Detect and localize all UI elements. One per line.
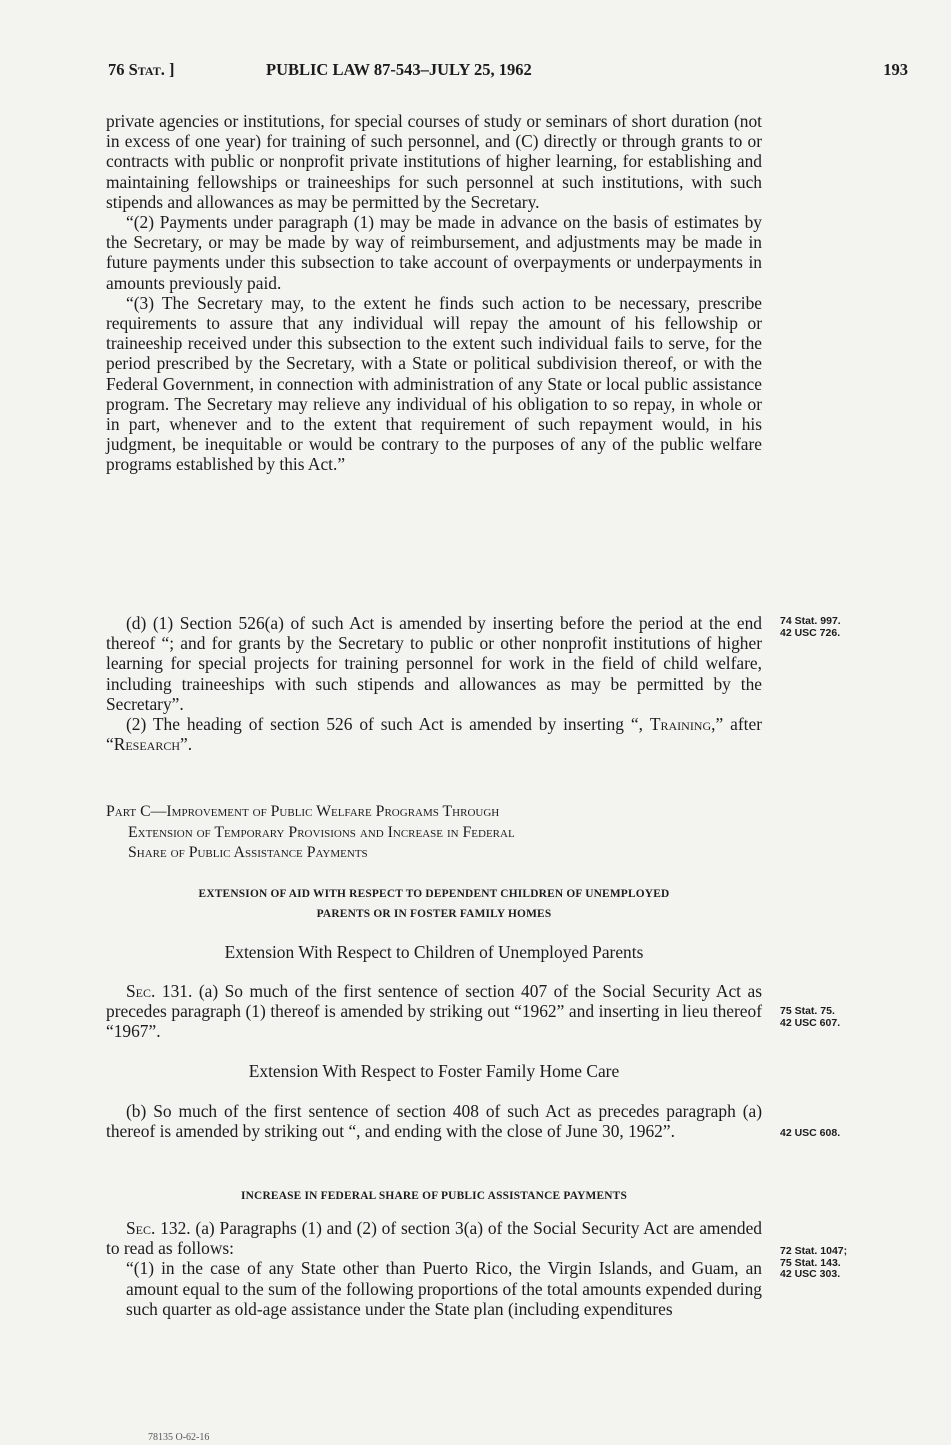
law-title: PUBLIC LAW 87-543–JULY 25, 1962 [266,60,532,79]
paragraph-repayment: “(3) The Secretary may, to the extent he finds such action to be necessary, prescribe requirements to assure that any individual will repay the amount of his fellowship or traineeship received under this subsection to the extent such individual fails to serve, for the period prescribed by the Secretary, with a State or political subdivision thereof, or with the Federal Government, in connection with administration of any State or local public assistance program. The Secretary may relieve any individual of his obligation to so repay, in whole or in part, whenever and to the extent that requirement of such repayment would, in his judgment, be inequitable or would be contrary to the purposes of any of the public welfare programs established by this Act.” [106,292,762,475]
paragraph-sec-131b: (b) So much of the first sentence of section 408 of such Act as precedes paragraph (a) thereof is amended by striking out “, and ending with the close of June 30, 1962”. [106,1101,762,1142]
paragraph-section-526-heading: (2) The heading of section 526 of such Act is amended by inserting “, Training,” after “Research”. [106,714,762,755]
paragraph-sec-132-item-1: “(1) in the case of any State other than Puerto Rico, the Virgin Islands, and Guam, an amount equal to the sum of the following proportions of the total amounts expended during such quarter as old-age assistance under the State plan (including expenditures [126,1258,762,1319]
margin-note-75-stat-75: 75 Stat. 75. 42 USC 607. [780,1005,841,1029]
heading-federal-share: INCREASE IN FEDERAL SHARE OF PUBLIC ASSISTANCE PAYMENTS [240,1190,628,1202]
page-number: 193 [883,60,908,79]
paragraph-training-continuation: private agencies or institutions, for special courses of study or seminars of short duration (not in excess of one year) for training of such personnel, and (C) directly or through grants to or contracts with public or nonprofit private institutions of higher learning, for establishing and maintaining fellowships or traineeships for such personnel at such institutions, with such stipends and allowances as may be permitted by the Secretary. [106,111,762,212]
text-block-sec-132 [106,1218,762,1319]
margin-note-74-stat-997: 74 Stat. 997. 42 USC 726. [780,615,841,639]
margin-note-72-stat-1047: 72 Stat. 1047; 75 Stat. 143. 42 USC 303. [780,1245,848,1280]
paragraph-sec-132a: Sec. 132. (a) Paragraphs (1) and (2) of section 3(a) of the Social Security Act are amended to read as follows: [106,1218,762,1259]
margin-note-42-usc-608: 42 USC 608. [780,1127,841,1139]
text-block-subsection-d [106,613,762,754]
text-block-subsection-c [106,111,762,475]
heading-foster-family-home-care: Extension With Respect to Foster Family Home Care [248,1061,620,1081]
paragraph-section-526a: (d) (1) Section 526(a) of such Act is amended by inserting before the period at the end thereof “; and for grants by the Secretary to public or other nonprofit institutions of higher learning for special projects for training personnel for work in the field of child welfare, including traineeships with such stipends and allowances as may be permitted by the Secretary”. [106,613,762,714]
part-c-heading: Part C—Improvement of Public Welfare Programs Through Extension of Temporary Provisions and Increase in Federal Share of Public Assistance Payments [106,803,515,861]
print-code-footer: 78135 O-62-16 [148,1432,210,1443]
running-header [108,60,908,86]
heading-unemployed-parents: Extension With Respect to Children of Unemployed Parents [224,942,644,962]
paragraph-sec-131a: Sec. 131. (a) So much of the first sentence of section 407 of the Social Security Act as precedes paragraph (1) thereof is amended by striking out “1962” and inserting in lieu thereof “1967”. [106,981,762,1042]
paragraph-payments: “(2) Payments under paragraph (1) may be made in advance on the basis of estimates by the Secretary, or may be made by way of reimbursement, and adjustments may be made in future payments under this subsection to take account of overpayments or underpayments in amounts previously paid. [106,212,762,293]
statute-reference: 76 Stat. ] [108,60,175,79]
text-block-sec-131a [106,981,762,1042]
heading-extension-of-aid: EXTENSION OF AID WITH RESPECT TO DEPENDENT CHILDREN OF UNEMPLOYED PARENTS OR IN FOSTER FAMILY HOMES [198,888,670,920]
text-block-sec-131b [106,1101,762,1141]
